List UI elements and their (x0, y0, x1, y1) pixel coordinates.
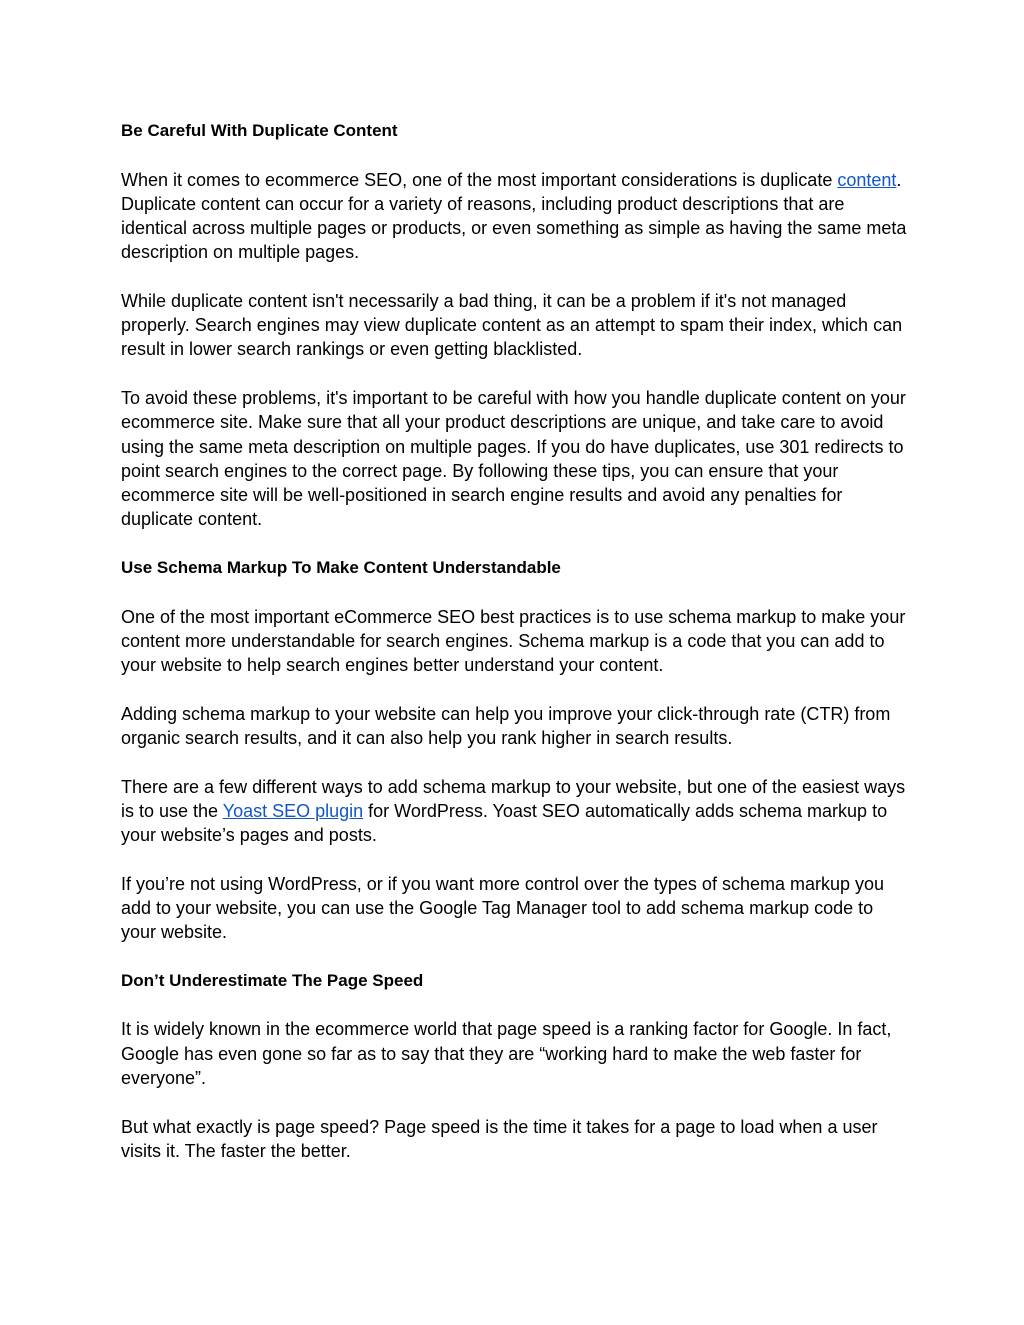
paragraph: But what exactly is page speed? Page speed is the time it takes for a page to load when a user visits it. The faster the better. (121, 1116, 878, 1161)
yoast-seo-plugin-link[interactable]: Yoast SEO plugin (222, 800, 364, 821)
section-heading: Be Careful With Duplicate Content (121, 121, 398, 140)
section-duplicate-content (121, 119, 911, 531)
paragraph-text: for WordPress. Yoast SEO automatically adds schema markup to your website’s pages and posts. (121, 800, 888, 845)
section-heading: Don’t Underestimate The Page Speed (121, 970, 424, 990)
paragraph: One of the most important eCommerce SEO best practices is to use schema markup to make your content more understandable for search engines. Schema markup is a code that you can add to your website to help search engines better understand your content. (121, 606, 906, 675)
document-page (121, 119, 911, 1188)
section-heading: Use Schema Markup To Make Content Understandable (121, 557, 561, 577)
paragraph-text: . Duplicate content can occur for a variety of reasons, including product descriptions that are identical across multiple pages or products, or even something as simple as having the same meta description on multiple pages. (121, 169, 907, 263)
paragraph: Adding schema markup to your website can help you improve your click-through rate (CTR) from organic search results, and it can also help you rank higher in search results. (121, 703, 891, 748)
paragraph (121, 168, 911, 265)
paragraph: To avoid these problems, it's important to be careful with how you handle duplicate content on your ecommerce site. Make sure that all your product descriptions are unique, and take care to avoid using the same meta description on multiple pages. If you do have duplicates, use 301 redirects to point search engines to the correct page. By following these tips, you can ensure that your ecommerce site will be well-positioned in search engine results and avoid any penalties for duplicate content. (121, 388, 906, 530)
paragraph: While duplicate content isn't necessarily a bad thing, it can be a problem if it's not managed properly. Search engines may view duplicate content as an attempt to spam their index, which can result in lower search rankings or even getting blacklisted. (121, 291, 903, 360)
paragraph-text: When it comes to ecommerce SEO, one of the most important considerations is duplicate (121, 169, 838, 190)
paragraph-text: There are a few different ways to add schema markup to your website, but one of the easiest ways is to use the (121, 776, 906, 821)
paragraph: It is widely known in the ecommerce world that page speed is a ranking factor for Google. In fact, Google has even gone so far as to say that they are “working hard to make the web faster for everyone”. (121, 1019, 892, 1088)
section-page-speed (121, 969, 911, 1163)
paragraph (121, 775, 911, 848)
content-link[interactable]: content (837, 169, 897, 190)
section-schema-markup (121, 556, 911, 944)
paragraph: If you’re not using WordPress, or if you want more control over the types of schema markup you add to your website, you can use the Google Tag Manager tool to add schema markup code to your website. (121, 873, 885, 943)
